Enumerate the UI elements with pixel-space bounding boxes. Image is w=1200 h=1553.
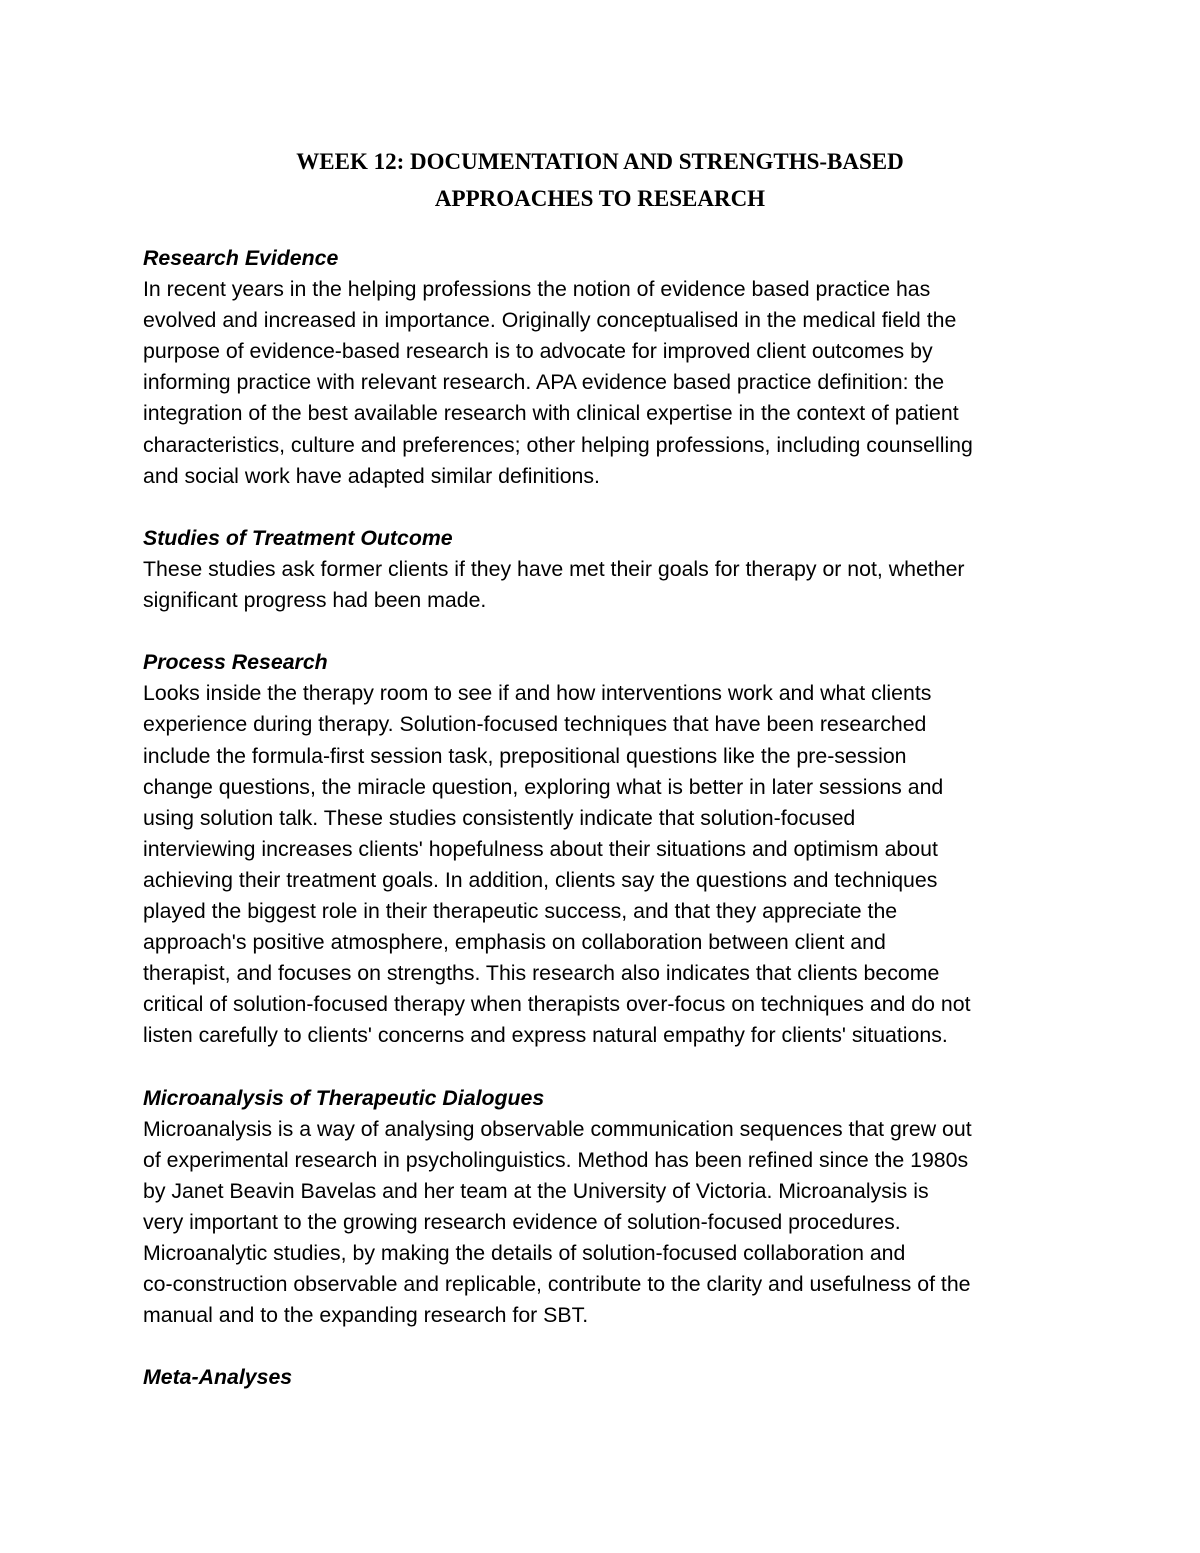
- paragraph-line: evolved and increased in importance. Originally conceptualised in the medical field the: [143, 308, 957, 333]
- section-process-research: [143, 647, 1083, 1051]
- paragraph-line: manual and to the expanding research for SBT.: [143, 1303, 589, 1328]
- section-heading: Research Evidence: [143, 246, 339, 270]
- paragraph-line: of experimental research in psycholinguistics. Method has been refined since the 1980s: [143, 1147, 969, 1172]
- paragraph-line: change questions, the miracle question, exploring what is better in later sessions and: [143, 774, 944, 799]
- document-body: [143, 243, 1083, 1425]
- paragraph-line: experience during therapy. Solution-focused techniques that have been researched: [143, 712, 927, 737]
- paragraph-line: by Janet Beavin Bavelas and her team at the University of Victoria. Microanalysis is: [143, 1178, 929, 1203]
- page-title: [143, 143, 1057, 217]
- paragraph-line: achieving their treatment goals. In addition, clients say the questions and techniques: [143, 867, 938, 892]
- paragraph-line: These studies ask former clients if they have met their goals for therapy or not, whether: [143, 556, 965, 581]
- section-microanalysis: [143, 1083, 1083, 1332]
- paragraph-line: listen carefully to clients' concerns and express natural empathy for clients' situations.: [143, 1023, 948, 1048]
- title-line-2: APPROACHES TO RESEARCH: [434, 186, 766, 211]
- paragraph-line: and social work have adapted similar definitions.: [143, 463, 600, 488]
- paragraph-line: Looks inside the therapy room to see if and how interventions work and what clients: [143, 681, 932, 706]
- section-research-evidence: [143, 243, 1083, 492]
- paragraph-line: In recent years in the helping professions the notion of evidence based practice has: [143, 277, 931, 302]
- paragraph-line: played the biggest role in their therapeutic success, and that they appreciate the: [143, 898, 898, 923]
- paragraph-line: approach's positive atmosphere, emphasis on collaboration between client and: [143, 930, 886, 955]
- section-heading: Microanalysis of Therapeutic Dialogues: [143, 1085, 545, 1110]
- paragraph-line: purpose of evidence-based research is to advocate for improved client outcomes by: [143, 339, 933, 364]
- title-line-1: WEEK 12: DOCUMENTATION AND STRENGTHS-BASED: [296, 149, 904, 174]
- section-meta-analyses: [143, 1362, 1083, 1393]
- paragraph-line: Microanalytic studies, by making the details of solution-focused collaboration and: [143, 1241, 906, 1265]
- section-heading: Process Research: [143, 650, 328, 675]
- section-heading: Meta-Analyses: [143, 1365, 293, 1390]
- paragraph-line: Microanalysis is a way of analysing observable communication sequences that grew out: [143, 1116, 972, 1141]
- section-treatment-outcome: [143, 523, 1083, 616]
- paragraph-line: critical of solution-focused therapy when therapists over-focus on techniques and do not: [143, 992, 971, 1017]
- paragraph-line: co-construction observable and replicable, contribute to the clarity and usefulness of the: [143, 1272, 971, 1297]
- paragraph-line: therapist, and focuses on strengths. This research also indicates that clients become: [143, 961, 940, 986]
- paragraph-line: include the formula-first session task, prepositional questions like the pre-session: [143, 743, 907, 768]
- paragraph-line: interviewing increases clients' hopefulness about their situations and optimism about: [143, 836, 938, 861]
- paragraph-line: integration of the best available research with clinical expertise in the context of patient: [143, 401, 959, 426]
- paragraph-line: very important to the growing research evidence of solution-focused procedures.: [143, 1209, 901, 1234]
- section-heading: Studies of Treatment Outcome: [143, 525, 453, 550]
- paragraph-line: informing practice with relevant research. APA evidence based practice definition: the: [143, 370, 945, 395]
- paragraph-line: significant progress had been made.: [143, 588, 487, 613]
- paragraph-line: using solution talk. These studies consistently indicate that solution-focused: [143, 805, 856, 830]
- paragraph-line: characteristics, culture and preferences; other helping professions, including counselling: [143, 432, 973, 457]
